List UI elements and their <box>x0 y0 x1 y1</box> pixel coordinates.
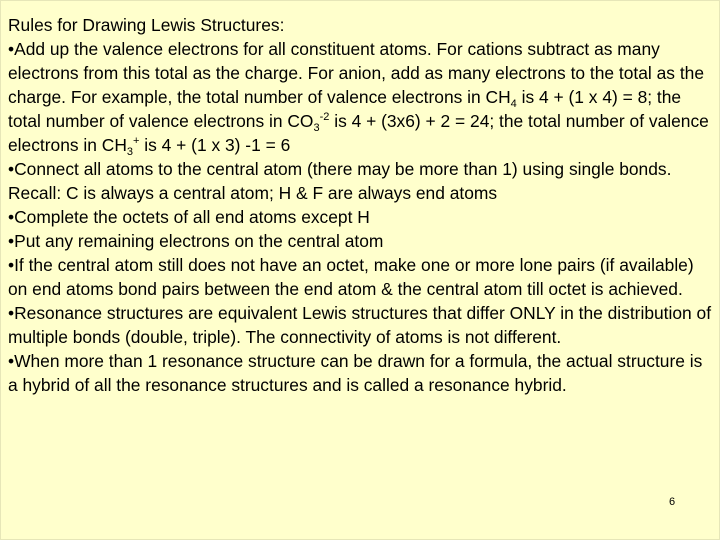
rule-resonance-hybrid <box>8 349 716 397</box>
bullet: • <box>8 351 15 371</box>
rule-text: Resonance structures are equivalent Lewis structures that differ ONLY in the distribution of multiple bonds (double, triple). The connectivity of atoms is not different. <box>8 303 712 347</box>
rule-valence-electrons <box>8 37 716 157</box>
bullet: • <box>8 231 15 251</box>
superscript: + <box>133 135 140 147</box>
rule-resonance-structures <box>8 301 716 349</box>
bullet: • <box>8 159 15 179</box>
rule-complete-octets <box>8 205 716 229</box>
rule-text: Connect all atoms to the central atom (there may be more than 1) using single bonds. Recall: C is always a central atom; H & F are always end atoms <box>8 159 672 203</box>
superscript: -2 <box>319 111 330 123</box>
bullet: • <box>8 255 15 275</box>
rule-text: Complete the octets of all end atoms except H <box>14 207 370 227</box>
rule-text: When more than 1 resonance structure can be drawn for a formula, the actual structure is a hybrid of all the resonance structures and is called a resonance hybrid. <box>8 351 703 395</box>
rule-central-octet <box>8 253 716 301</box>
page-number: 6 <box>669 496 676 508</box>
slide-title: Rules for Drawing Lewis Structures: <box>8 15 285 35</box>
rule-text: is 4 + (1 x 4) = 8; the total number of valence electrons in CO <box>8 87 682 131</box>
rule-text: is 4 + (1 x 3) -1 = 6 <box>139 135 291 155</box>
subscript: 3 <box>126 146 134 158</box>
slide-body <box>8 13 716 397</box>
subscript: 3 <box>313 122 320 134</box>
subscript: 4 <box>510 98 517 110</box>
rule-text: Add up the valence electrons for all constituent atoms. For cations subtract as many electrons from this total as the charge. For anion, add as many electrons to the total as the charge. For example, the total number of valence electrons in CH <box>8 39 704 107</box>
bullet: • <box>8 303 15 323</box>
rule-remaining-electrons <box>8 229 716 253</box>
rule-text: If the central atom still does not have an octet, make one or more lone pairs (if available) on end atoms bond pairs between the end atom & the central atom till octet is achieved. <box>8 255 694 299</box>
rule-text: is 4 + (3x6) + 2 = 24; the total number of valence electrons in CH <box>8 111 709 155</box>
bullet: • <box>8 39 15 59</box>
rule-text: Put any remaining electrons on the central atom <box>14 231 384 251</box>
rule-connect-atoms <box>8 157 716 205</box>
bullet: • <box>8 207 15 227</box>
